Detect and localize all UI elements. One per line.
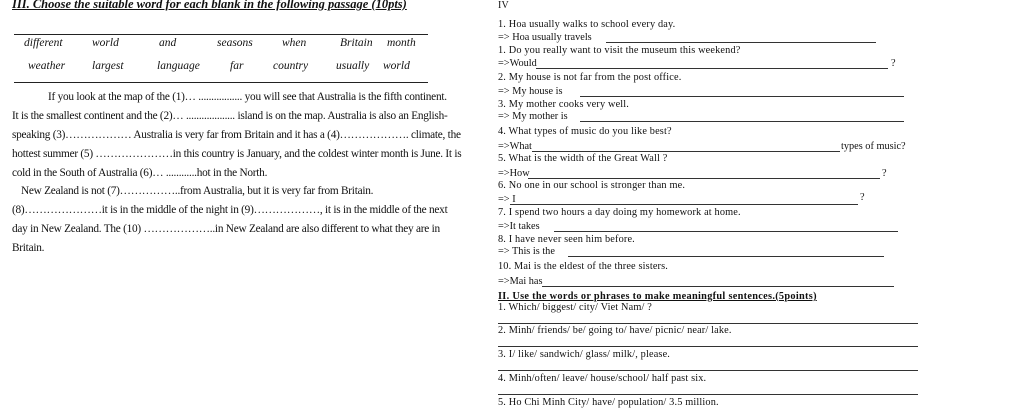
- answer-end: ?: [891, 58, 896, 69]
- answer-prompt: => This is the: [498, 246, 555, 257]
- word-box-word: and: [159, 37, 177, 49]
- answer-end: types of music?: [841, 141, 906, 152]
- word-box-word: world: [92, 37, 119, 49]
- passage-line: hottest summer (5) …………………in this country is January, and the coldest winter month is June. It is: [12, 148, 462, 160]
- answer-line[interactable]: [498, 370, 918, 371]
- word-box-word: Britain: [340, 37, 373, 49]
- sentence-prompt: 2. Minh/ friends/ be/ going to/ have/ picnic/ near/ lake.: [498, 325, 732, 336]
- exercise-iv: [496, 0, 1024, 414]
- answer-prompt: => Hoa usually travels: [498, 32, 592, 43]
- word-box-word: far: [230, 60, 244, 72]
- sentence-prompt: 3. I/ like/ sandwich/ glass/ milk/, please.: [498, 349, 671, 360]
- answer-prompt: =>How: [498, 168, 530, 179]
- word-box-word: country: [273, 60, 309, 72]
- exercise-iii-heading: III. Choose the suitable word for each blank in the following passage (10pts): [12, 0, 407, 11]
- word-box-word: language: [157, 60, 200, 72]
- question-text: 7. I spend two hours a day doing my homework at home.: [498, 207, 741, 218]
- passage-line: (8)…………………it is in the middle of the night in (9)………………, it is in the middle of the next: [12, 204, 448, 216]
- answer-line[interactable]: [498, 346, 918, 347]
- passage-line: If you look at the map of the (1)… ................. you will see that Australia is the fifth continent.: [48, 91, 447, 103]
- answer-blank[interactable]: [542, 286, 894, 287]
- passage-line: Britain.: [12, 242, 45, 254]
- passage-line: It is the smallest continent and the (2)… ................... island is on the map. Australia is also an English-: [12, 110, 448, 122]
- word-box-word: different: [24, 37, 63, 49]
- answer-blank[interactable]: [580, 96, 904, 97]
- answer-prompt: =>What: [498, 141, 532, 152]
- question-text: 1. Hoa usually walks to school every day.: [498, 19, 676, 30]
- word-box-word: usually: [336, 60, 370, 72]
- answer-blank[interactable]: [568, 256, 884, 257]
- exercise-iii: [0, 0, 490, 414]
- answer-prompt: =>Would: [498, 58, 537, 69]
- word-box-word: world: [383, 60, 410, 72]
- answer-line[interactable]: [498, 323, 918, 324]
- answer-line[interactable]: [498, 394, 918, 395]
- answer-blank[interactable]: [510, 204, 858, 205]
- answer-prompt: =>It takes: [498, 221, 540, 232]
- answer-prompt: => My house is: [498, 86, 563, 97]
- word-box-top-rule: [14, 34, 428, 35]
- answer-prompt: => I: [498, 194, 516, 205]
- question-text: 2. My house is not far from the post office.: [498, 72, 682, 83]
- word-box-bottom-rule: [14, 82, 428, 83]
- answer-prompt: => My mother is: [498, 111, 568, 122]
- answer-blank[interactable]: [554, 231, 898, 232]
- answer-blank[interactable]: [536, 68, 888, 69]
- word-box-word: month: [387, 37, 416, 49]
- question-text: 3. My mother cooks very well.: [498, 99, 630, 110]
- word-box-word: largest: [92, 60, 124, 72]
- answer-end: ?: [860, 192, 865, 203]
- passage-line: New Zealand is not (7)……………..from Australia, but it is very far from Britain.: [21, 185, 374, 197]
- question-text: 5. What is the width of the Great Wall ?: [498, 153, 668, 164]
- answer-blank[interactable]: [532, 151, 840, 152]
- word-box-word: seasons: [217, 37, 253, 49]
- question-text: 8. I have never seen him before.: [498, 234, 635, 245]
- word-box-word: weather: [28, 60, 66, 72]
- sentence-prompt: 5. Ho Chi Minh City/ have/ population/ 3.5 million.: [498, 397, 719, 408]
- sentence-prompt: 1. Which/ biggest/ city/ Viet Nam/ ?: [498, 302, 652, 313]
- passage-line: day in New Zealand. The (10) ………………..in New Zealand are also different to what they are in: [12, 223, 440, 235]
- section-label: IV: [498, 0, 509, 11]
- answer-blank[interactable]: [580, 121, 904, 122]
- question-text: 1. Do you really want to visit the museum this weekend?: [498, 45, 741, 56]
- question-text: 4. What types of music do you like best?: [498, 126, 672, 137]
- question-text: 10. Mai is the eldest of the three sisters.: [498, 261, 669, 272]
- section-ii-heading: II. Use the words or phrases to make meaningful sentences.(5points): [498, 291, 817, 302]
- answer-end: ?: [882, 168, 887, 179]
- answer-prompt: =>Mai has: [498, 276, 543, 287]
- word-box-word: when: [282, 37, 307, 49]
- sentence-prompt: 4. Minh/often/ leave/ house/school/ half past six.: [498, 373, 707, 384]
- question-text: 6. No one in our school is stronger than me.: [498, 180, 686, 191]
- passage-line: cold in the South of Australia (6)… ............hot in the North.: [12, 167, 268, 179]
- answer-blank[interactable]: [606, 42, 876, 43]
- answer-blank[interactable]: [528, 178, 880, 179]
- passage-line: speaking (3)……………… Australia is very far from Britain and it has a (4)………………. climate, the: [12, 129, 461, 141]
